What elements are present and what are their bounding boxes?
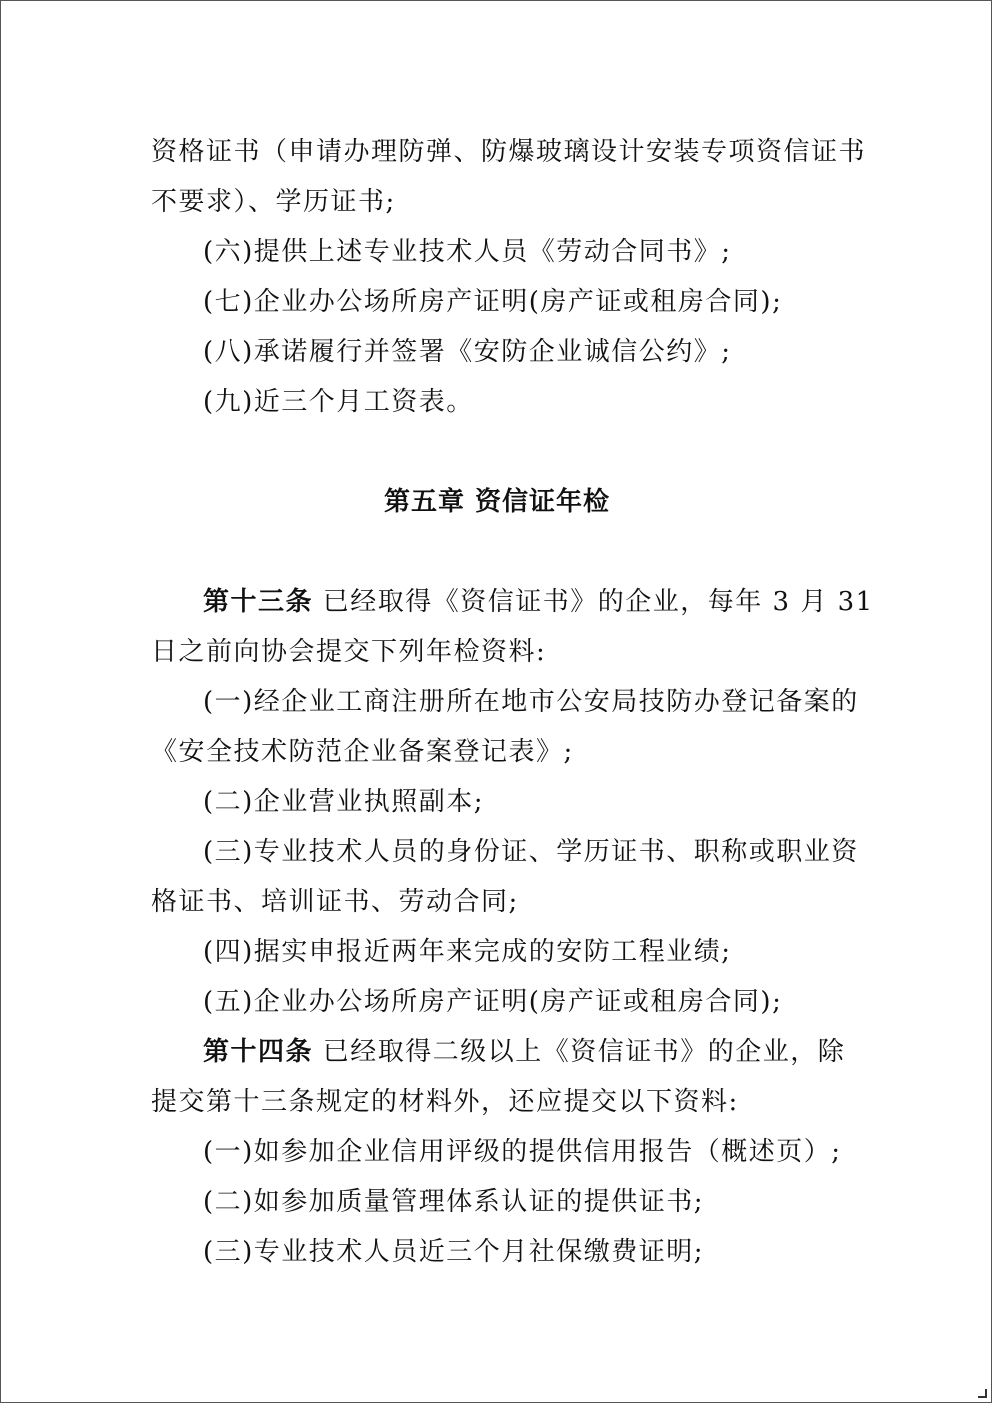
text-line: 不要求）、学历证书; [151,187,396,217]
list-item: (三)专业技术人员近三个月社保缴费证明; [203,1237,705,1267]
article-14-text: 已经取得二级以上《资信证书》的企业，除 [313,1037,846,1067]
list-item: (一)经企业工商注册所在地市公安局技防办登记备案的 [203,687,859,717]
list-item: (七)企业办公场所房产证明(房产证或租房合同); [203,287,783,317]
list-item: (八)承诺履行并签署《安防企业诚信公约》; [203,337,732,367]
article-14-label: 第十四条 [203,1037,314,1067]
text-line: 提交第十三条规定的材料外，还应提交以下资料: [151,1087,739,1117]
list-item: (三)专业技术人员的身份证、学历证书、职称或职业资 [203,837,859,867]
article-14-first-line [203,1035,845,1069]
text-line: 日之前向协会提交下列年检资料: [151,637,547,667]
list-item: (五)企业办公场所房产证明(房产证或租房合同); [203,987,783,1017]
text-line: 资格证书（申请办理防弹、防爆玻璃设计安装专项资信证书 [151,137,867,167]
text-line: 格证书、培训证书、劳动合同; [151,887,519,917]
text-line: 《安全技术防范企业备案登记表》; [151,737,574,767]
page-corner-mark [978,1389,987,1398]
list-item: (二)企业营业执照副本; [203,787,485,817]
article-13-label: 第十三条 [203,587,314,617]
list-item: (二)如参加质量管理体系认证的提供证书; [203,1187,705,1217]
list-item: (四)据实申报近两年来完成的安防工程业绩; [203,937,732,967]
list-item: (一)如参加企业信用评级的提供信用报告（概述页）; [203,1137,842,1167]
chapter-heading: 第五章 资信证年检 [383,487,611,517]
list-item: (六)提供上述专业技术人员《劳动合同书》; [203,237,732,267]
list-item: (九)近三个月工资表。 [203,387,474,417]
article-13-text: 已经取得《资信证书》的企业，每年 3 月 31 [313,587,874,617]
article-13-first-line [203,585,874,619]
